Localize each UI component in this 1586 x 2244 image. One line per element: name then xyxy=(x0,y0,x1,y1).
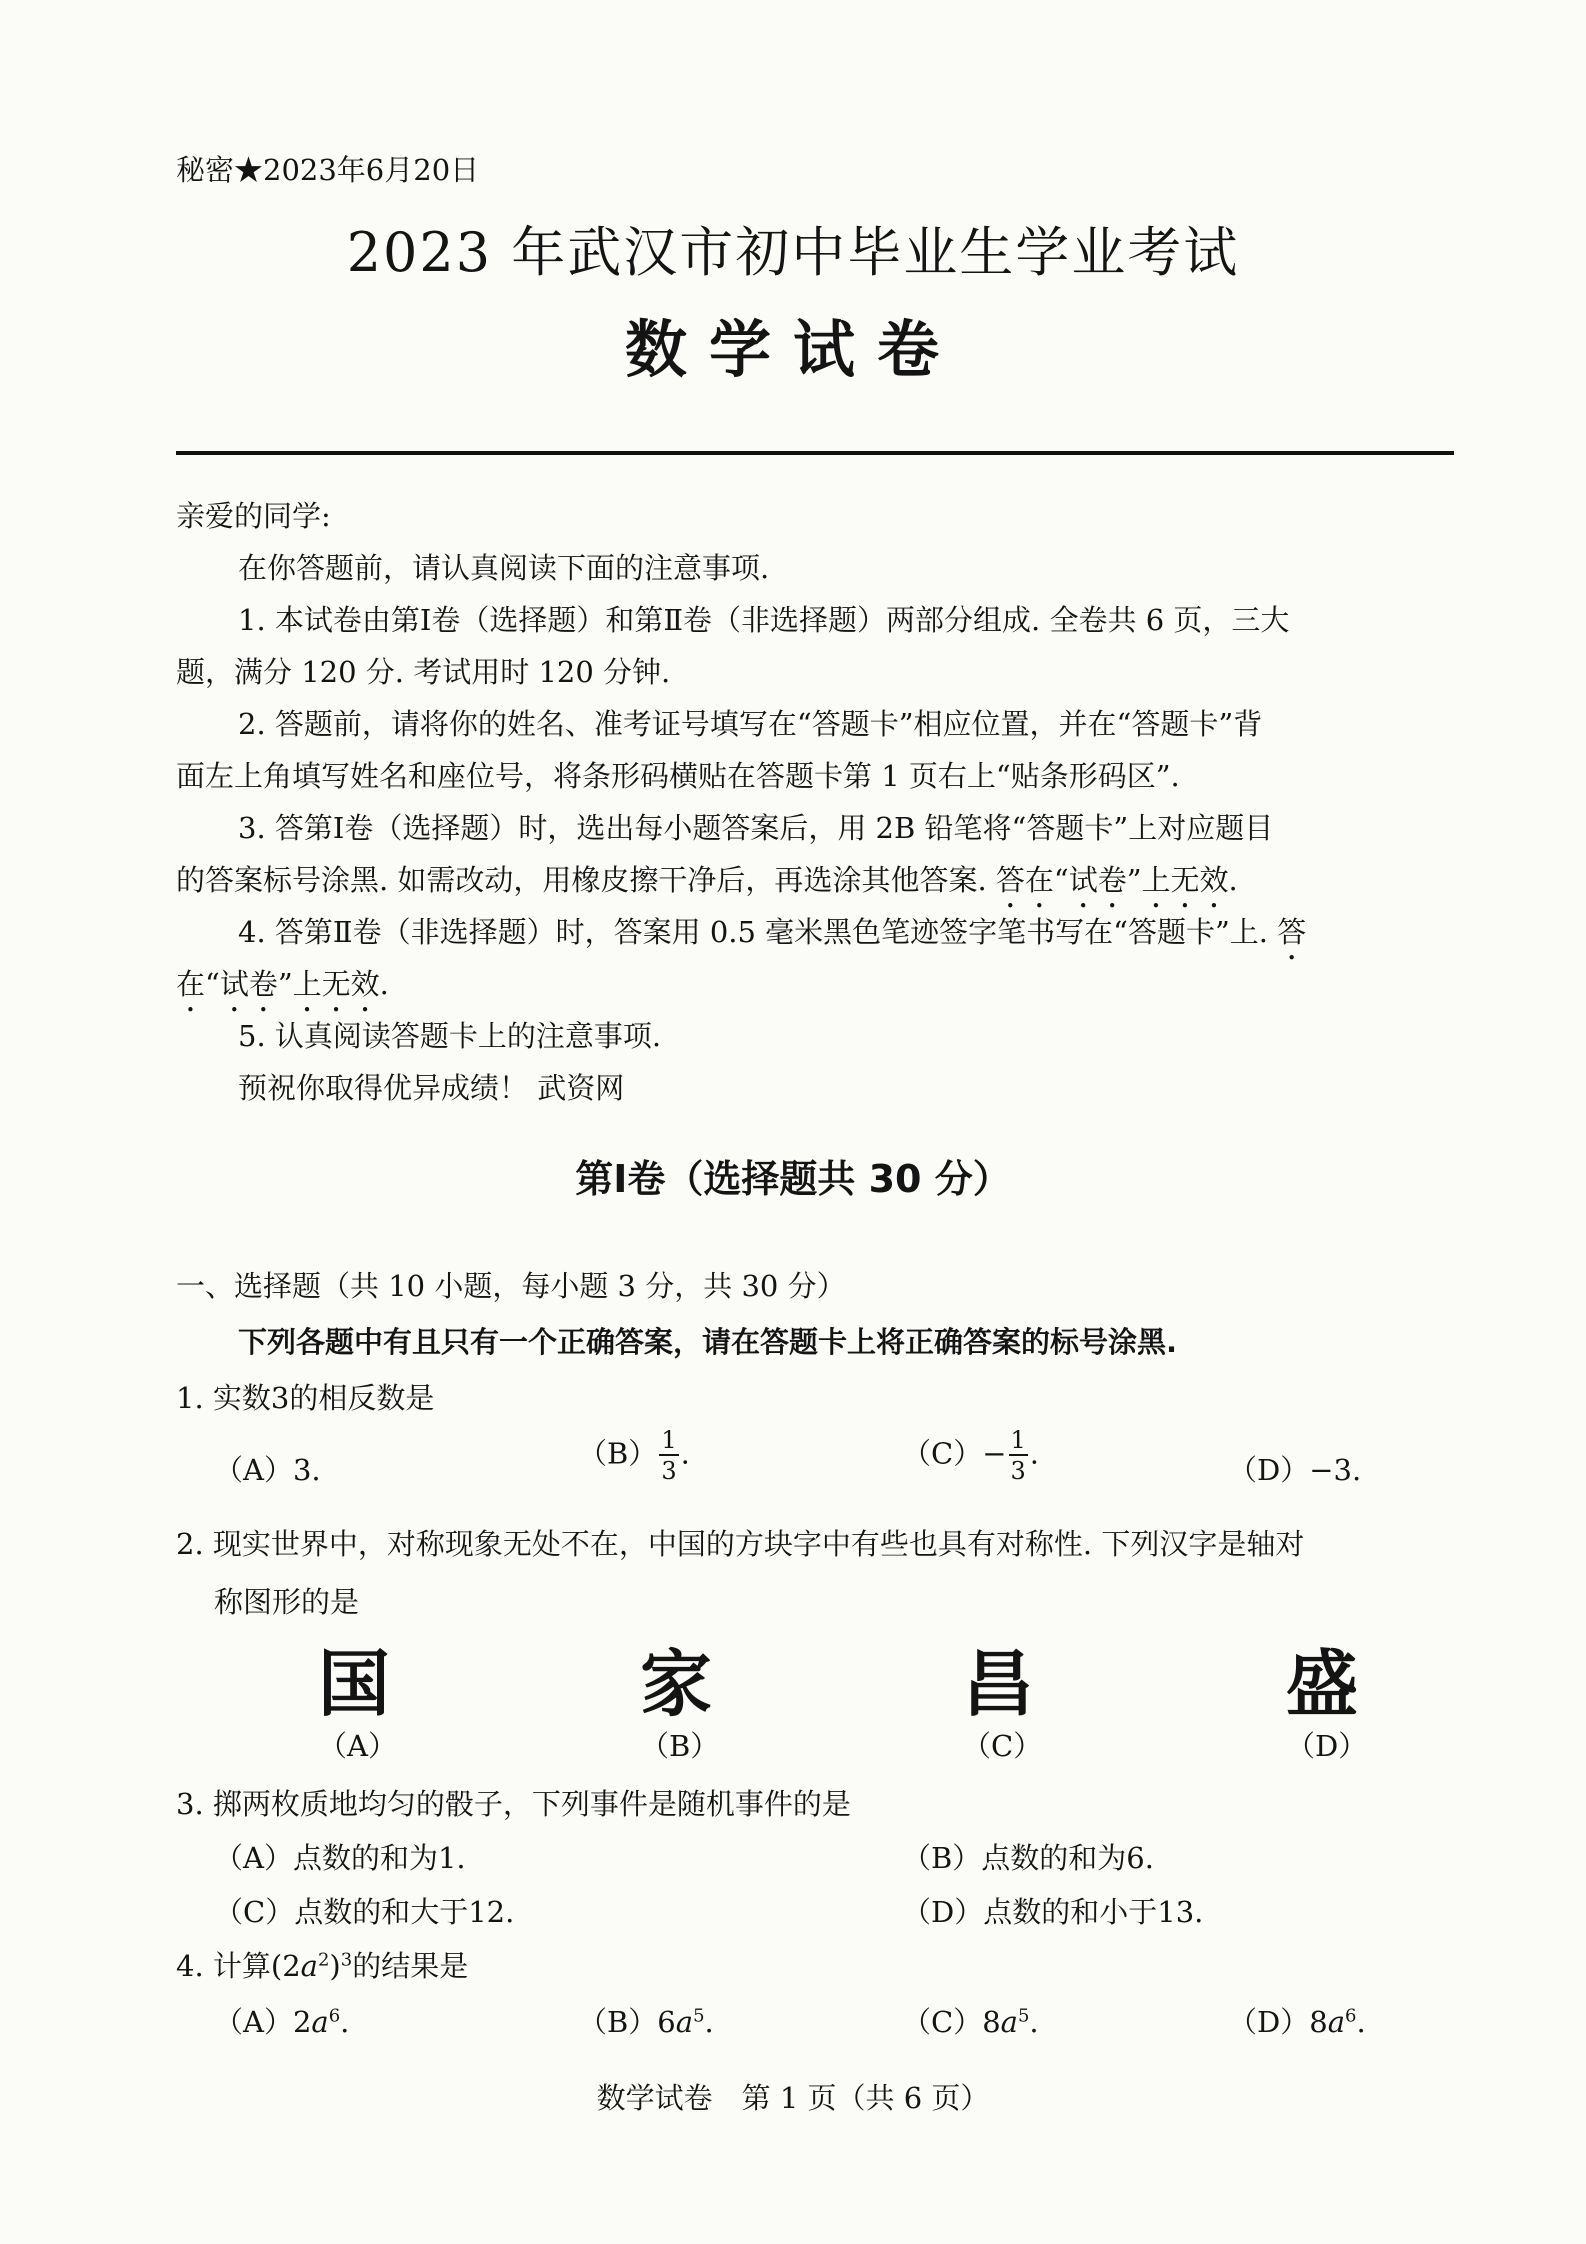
fraction-numerator: 1 xyxy=(1010,1426,1026,1454)
q2-label-b: （B） xyxy=(640,1729,720,1763)
q3-option-c: （C）点数的和大于12. xyxy=(214,1895,515,1929)
q4-option-a xyxy=(214,2000,349,2041)
q3-option-d: （D）点数的和小于13. xyxy=(902,1895,1204,1929)
notice-item4-line2: 在“试卷”上无效. xyxy=(176,967,389,1001)
q1-option-c-end: . xyxy=(1029,1436,1039,1471)
q4-c-end: . xyxy=(1029,2005,1039,2039)
fraction-denominator: 3 xyxy=(1010,1457,1026,1485)
notice-item2-line1: 2. 答题前，请将你的姓名、准考证号填写在“答题卡”相应位置，并在“答题卡”背 xyxy=(238,707,1263,741)
q4-a-label: （A）2 xyxy=(214,2005,312,2039)
q1-option-b-end: . xyxy=(680,1436,690,1471)
q4-a-end: . xyxy=(340,2005,350,2039)
notice-item5: 5. 认真阅读答题卡上的注意事项. xyxy=(238,1019,662,1053)
secret-date-line: 秘密★2023年6月20日 xyxy=(176,153,480,187)
q2-label-c: （C） xyxy=(962,1729,1043,1763)
notice-item4-line1 xyxy=(238,910,1306,967)
q2-stem-line1: 2. 现实世界中，对称现象无处不在，中国的方块字中有些也具有对称性. 下列汉字是轴对 xyxy=(176,1527,1305,1561)
q3-stem: 3. 掷两枚质地均匀的骰子，下列事件是随机事件的是 xyxy=(176,1787,851,1821)
q4-stem-exp2: 3 xyxy=(340,1949,353,1971)
part1-instruction: 下列各题中有且只有一个正确答案，请在答题卡上将正确答案的标号涂黑. xyxy=(238,1325,1178,1359)
q2-stem-line2: 称图形的是 xyxy=(214,1585,360,1619)
q4-b-exp: 5 xyxy=(693,2005,705,2027)
notice-item3-plain: 的答案标号涂黑. 如需改动，用橡皮擦干净后，再选涂其他答案. xyxy=(176,863,996,897)
q1-option-a: （A）3. xyxy=(214,1453,321,1487)
q4-option-d xyxy=(1228,2000,1366,2041)
page-footer: 数学试卷 第 1 页（共 6 页） xyxy=(596,2081,990,2115)
notice-item1-line1: 1. 本试卷由第Ⅰ卷（选择题）和第Ⅱ卷（非选择题）两部分组成. 全卷共 6 页，三大 xyxy=(238,603,1290,637)
q4-c-label: （C）8 xyxy=(902,2005,1001,2039)
exam-title: 2023 年武汉市初中毕业生学业考试 xyxy=(346,221,1240,284)
notice-greeting: 亲爱的同学: xyxy=(176,499,331,533)
notice-item3-line1: 3. 答第Ⅰ卷（选择题）时，选出每小题答案后，用 2B 铅笔将“答题卡”上对应题目 xyxy=(238,811,1274,845)
q4-a-exp: 6 xyxy=(328,2005,341,2027)
q4-stem-var: a xyxy=(300,1949,318,1983)
q4-stem-exp1: 2 xyxy=(317,1949,330,1971)
q4-d-var: a xyxy=(1327,2005,1345,2039)
notice-wish: 预祝你取得优异成绩！ 武资网 xyxy=(238,1071,625,1105)
q4-option-b xyxy=(578,2000,714,2041)
q2-label-d: （D） xyxy=(1286,1729,1368,1763)
q3-option-b: （B）点数的和为6. xyxy=(902,1841,1154,1875)
q4-stem xyxy=(176,1944,468,1985)
q1-option-b xyxy=(578,1428,690,1483)
notice-item1-line2: 题，满分 120 分. 考试用时 120 分钟. xyxy=(176,655,671,689)
header-divider xyxy=(176,451,1454,455)
q4-stem-post: 的结果是 xyxy=(352,1949,469,1983)
q3-option-a: （A）点数的和为1. xyxy=(214,1841,466,1875)
q4-b-label: （B）6 xyxy=(578,2005,676,2039)
notice-item4-emphasis-start: 答 xyxy=(1277,915,1307,949)
notice-item3-line2 xyxy=(176,858,1238,915)
q2-char-c: 昌 xyxy=(962,1642,1035,1726)
q1-option-c xyxy=(902,1428,1039,1483)
fraction-denominator: 3 xyxy=(661,1457,677,1485)
notice-item4-plain: 4. 答第Ⅱ卷（非选择题）时，答案用 0.5 毫米黑色笔迹签字笔书写在“答题卡”上. xyxy=(238,915,1278,949)
q2-char-b: 家 xyxy=(640,1642,713,1726)
part1-title: 一、选择题（共 10 小题，每小题 3 分，共 30 分） xyxy=(176,1269,846,1303)
q1-option-b-fraction xyxy=(659,1428,678,1483)
q4-a-var: a xyxy=(311,2005,329,2039)
q1-stem: 1. 实数3的相反数是 xyxy=(176,1381,435,1415)
q2-label-a: （A） xyxy=(318,1729,397,1763)
notice-item2-line2: 面左上角填写姓名和座位号，将条形码横贴在答题卡第 1 页右上“贴条形码区”. xyxy=(176,759,1180,793)
q4-d-end: . xyxy=(1356,2005,1366,2039)
q4-b-end: . xyxy=(704,2005,714,2039)
notice-item3-emphasis: 答在“试卷”上无效. xyxy=(995,863,1238,897)
q4-d-exp: 6 xyxy=(1345,2005,1357,2027)
q4-c-var: a xyxy=(1000,2005,1018,2039)
q4-b-var: a xyxy=(675,2005,694,2039)
q4-c-exp: 5 xyxy=(1017,2005,1030,2027)
fraction-numerator: 1 xyxy=(661,1426,677,1454)
section1-heading: 第Ⅰ卷（选择题共 30 分） xyxy=(575,1157,1011,1201)
q4-stem-pre: 4. 计算(2 xyxy=(176,1949,301,1983)
q2-char-a: 国 xyxy=(318,1642,391,1726)
q1-option-c-label: （C）− xyxy=(902,1436,1007,1471)
q1-option-b-label: （B） xyxy=(578,1436,658,1471)
notice-intro: 在你答题前，请认真阅读下面的注意事项. xyxy=(238,551,770,585)
q4-option-c xyxy=(902,2000,1039,2041)
q4-d-label: （D）8 xyxy=(1228,2005,1328,2039)
exam-subtitle: 数学试卷 xyxy=(624,313,961,386)
q1-option-c-fraction xyxy=(1009,1428,1028,1483)
q2-char-d: 盛 xyxy=(1286,1642,1359,1726)
q1-option-d: （D）−3. xyxy=(1228,1453,1362,1487)
q4-stem-mid: ) xyxy=(329,1949,341,1983)
